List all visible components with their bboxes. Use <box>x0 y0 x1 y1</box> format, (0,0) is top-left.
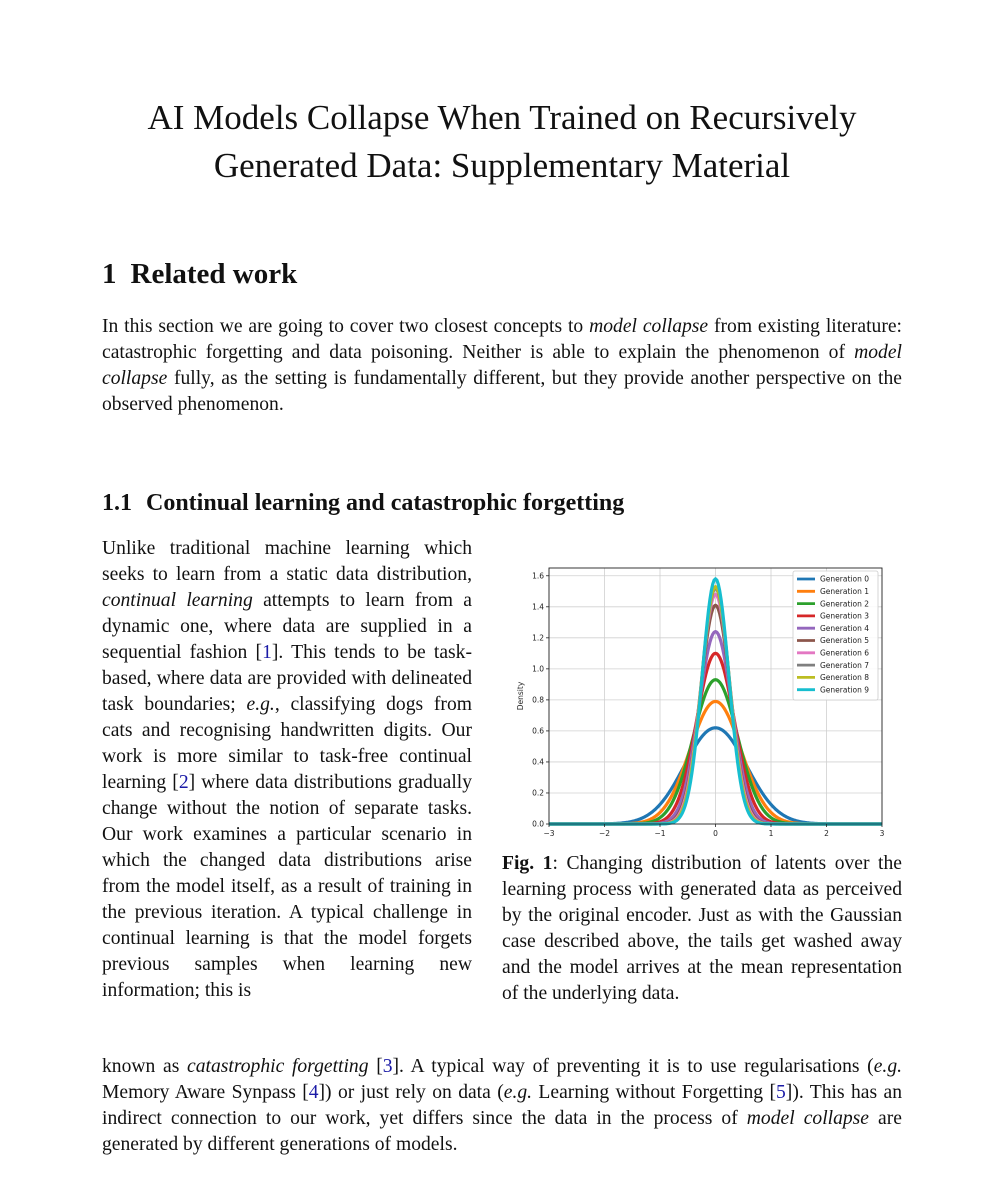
x-tick-label: 3 <box>879 829 885 838</box>
subsection-number: 1.1 <box>102 490 132 516</box>
x-tick-label: −2 <box>598 829 611 838</box>
text-run: In this section we are going to cover two closest concepts to <box>102 316 590 337</box>
title-line-1: AI Models Collapse When Trained on Recursively <box>147 98 857 137</box>
citation-link[interactable]: 3 <box>382 1056 393 1077</box>
y-tick-label: 0.8 <box>532 695 544 705</box>
y-axis-label: Density <box>516 681 525 711</box>
section-title: Related work <box>130 258 298 290</box>
text-run: from existing literature: catastrophic forgetting and data poisoning. Neither is able to explain the phenomenon of <box>102 316 902 363</box>
figure-label: Fig. 1 <box>502 853 553 874</box>
x-tick-label: 2 <box>824 829 829 838</box>
text-run: ]. This tends to be task-based, where data are provided with delineated task boundaries; <box>102 642 472 715</box>
legend-entry: Generation 4 <box>820 623 869 633</box>
figure-caption <box>502 851 902 1007</box>
emphasis: e.g. <box>246 694 275 715</box>
density-chart <box>510 560 902 845</box>
text-run: Unlike traditional machine learning which seeks to learn from a static data distribution, <box>102 538 472 585</box>
legend-entry: Generation 3 <box>820 611 869 621</box>
x-tick-label: 1 <box>768 829 774 838</box>
citation-link[interactable]: 2 <box>178 772 189 793</box>
legend-entry: Generation 1 <box>820 587 869 596</box>
body-bottom-paragraph <box>102 1054 902 1158</box>
y-tick-label: 0.4 <box>532 757 544 767</box>
text-run: , classifying dogs from cats and recognising handwritten digits. Our work is more similar to task-free continual learning [ <box>102 694 472 793</box>
section-heading-related-work <box>102 258 297 291</box>
legend-entry: Generation 7 <box>820 660 869 670</box>
text-run: attempts to learn from a dynamic one, where data are supplied in a sequential fashion [ <box>102 590 472 663</box>
legend-entry: Generation 2 <box>820 599 869 609</box>
text-run: known as <box>102 1056 188 1077</box>
text-run: ]. A typical way of preventing it is to use regularisations ( <box>392 1056 874 1077</box>
y-tick-label: 0.6 <box>532 726 544 736</box>
text-run: [ <box>368 1056 383 1077</box>
text-run: fully, as the setting is fundamentally different, but they provide another perspective on the observed phenomenon. <box>102 368 902 415</box>
legend-entry: Generation 5 <box>820 636 869 646</box>
y-tick-label: 1.2 <box>532 633 544 643</box>
emphasis: e.g. <box>503 1082 533 1103</box>
x-tick-label: −1 <box>654 829 666 838</box>
citation-link[interactable]: 4 <box>308 1082 319 1103</box>
legend-entry: Generation 6 <box>820 648 869 658</box>
text-run: ]) or just rely on data ( <box>318 1082 504 1103</box>
intro-paragraph <box>102 314 902 418</box>
citation-link[interactable]: 1 <box>262 642 272 663</box>
legend-entry: Generation 0 <box>820 574 869 584</box>
y-tick-label: 1.4 <box>532 602 544 612</box>
y-tick-label: 1.0 <box>532 664 544 674</box>
text-run: are generated by different generations of models. <box>102 1108 902 1155</box>
body-column-text <box>102 536 472 1004</box>
subsection-title: Continual learning and catastrophic forgetting <box>146 490 625 516</box>
emphasis: catastrophic forgetting <box>187 1056 369 1077</box>
emphasis: model collapse <box>589 316 709 337</box>
citation-link[interactable]: 5 <box>776 1082 786 1103</box>
legend-entry: Generation 9 <box>820 685 869 695</box>
legend-entry: Generation 8 <box>820 673 869 683</box>
emphasis: e.g. <box>873 1056 903 1077</box>
subsection-heading-continual-learning <box>102 490 624 517</box>
section-number: 1 <box>102 258 117 290</box>
y-tick-label: 0.2 <box>532 788 544 798</box>
text-run: Learning without Forgetting [ <box>532 1082 776 1103</box>
text-run: ]). This has an indirect connection to our work, yet differs since the data in the process of <box>102 1082 902 1129</box>
emphasis: model collapse <box>746 1108 870 1129</box>
title-line-2: Generated Data: Supplementary Material <box>213 146 791 185</box>
x-tick-label: 0 <box>713 829 718 838</box>
y-tick-label: 1.6 <box>532 571 544 581</box>
caption-text: : Changing distribution of latents over the learning process with generated data as perceived by the original encoder. Just as with the Gaussian case described above, the tails get washed away and the model arrives at the mean representation of the underlying data. <box>502 853 902 1004</box>
y-tick-label: 0.0 <box>532 819 544 829</box>
text-run: ] where data distributions gradually change without the notion of separate tasks. Our work examines a particular scenario in which the changed data distributions arise from the model itself, as a result of training in the previous iteration. A typical challenge in continual learning is that the model forgets previous samples when learning new information; this is <box>102 772 473 1001</box>
x-tick-label: −3 <box>543 829 555 838</box>
paper-title <box>100 94 904 190</box>
text-run: Memory Aware Synpass [ <box>102 1082 309 1103</box>
emphasis: continual learning <box>102 590 253 611</box>
emphasis: model collapse <box>102 342 902 389</box>
